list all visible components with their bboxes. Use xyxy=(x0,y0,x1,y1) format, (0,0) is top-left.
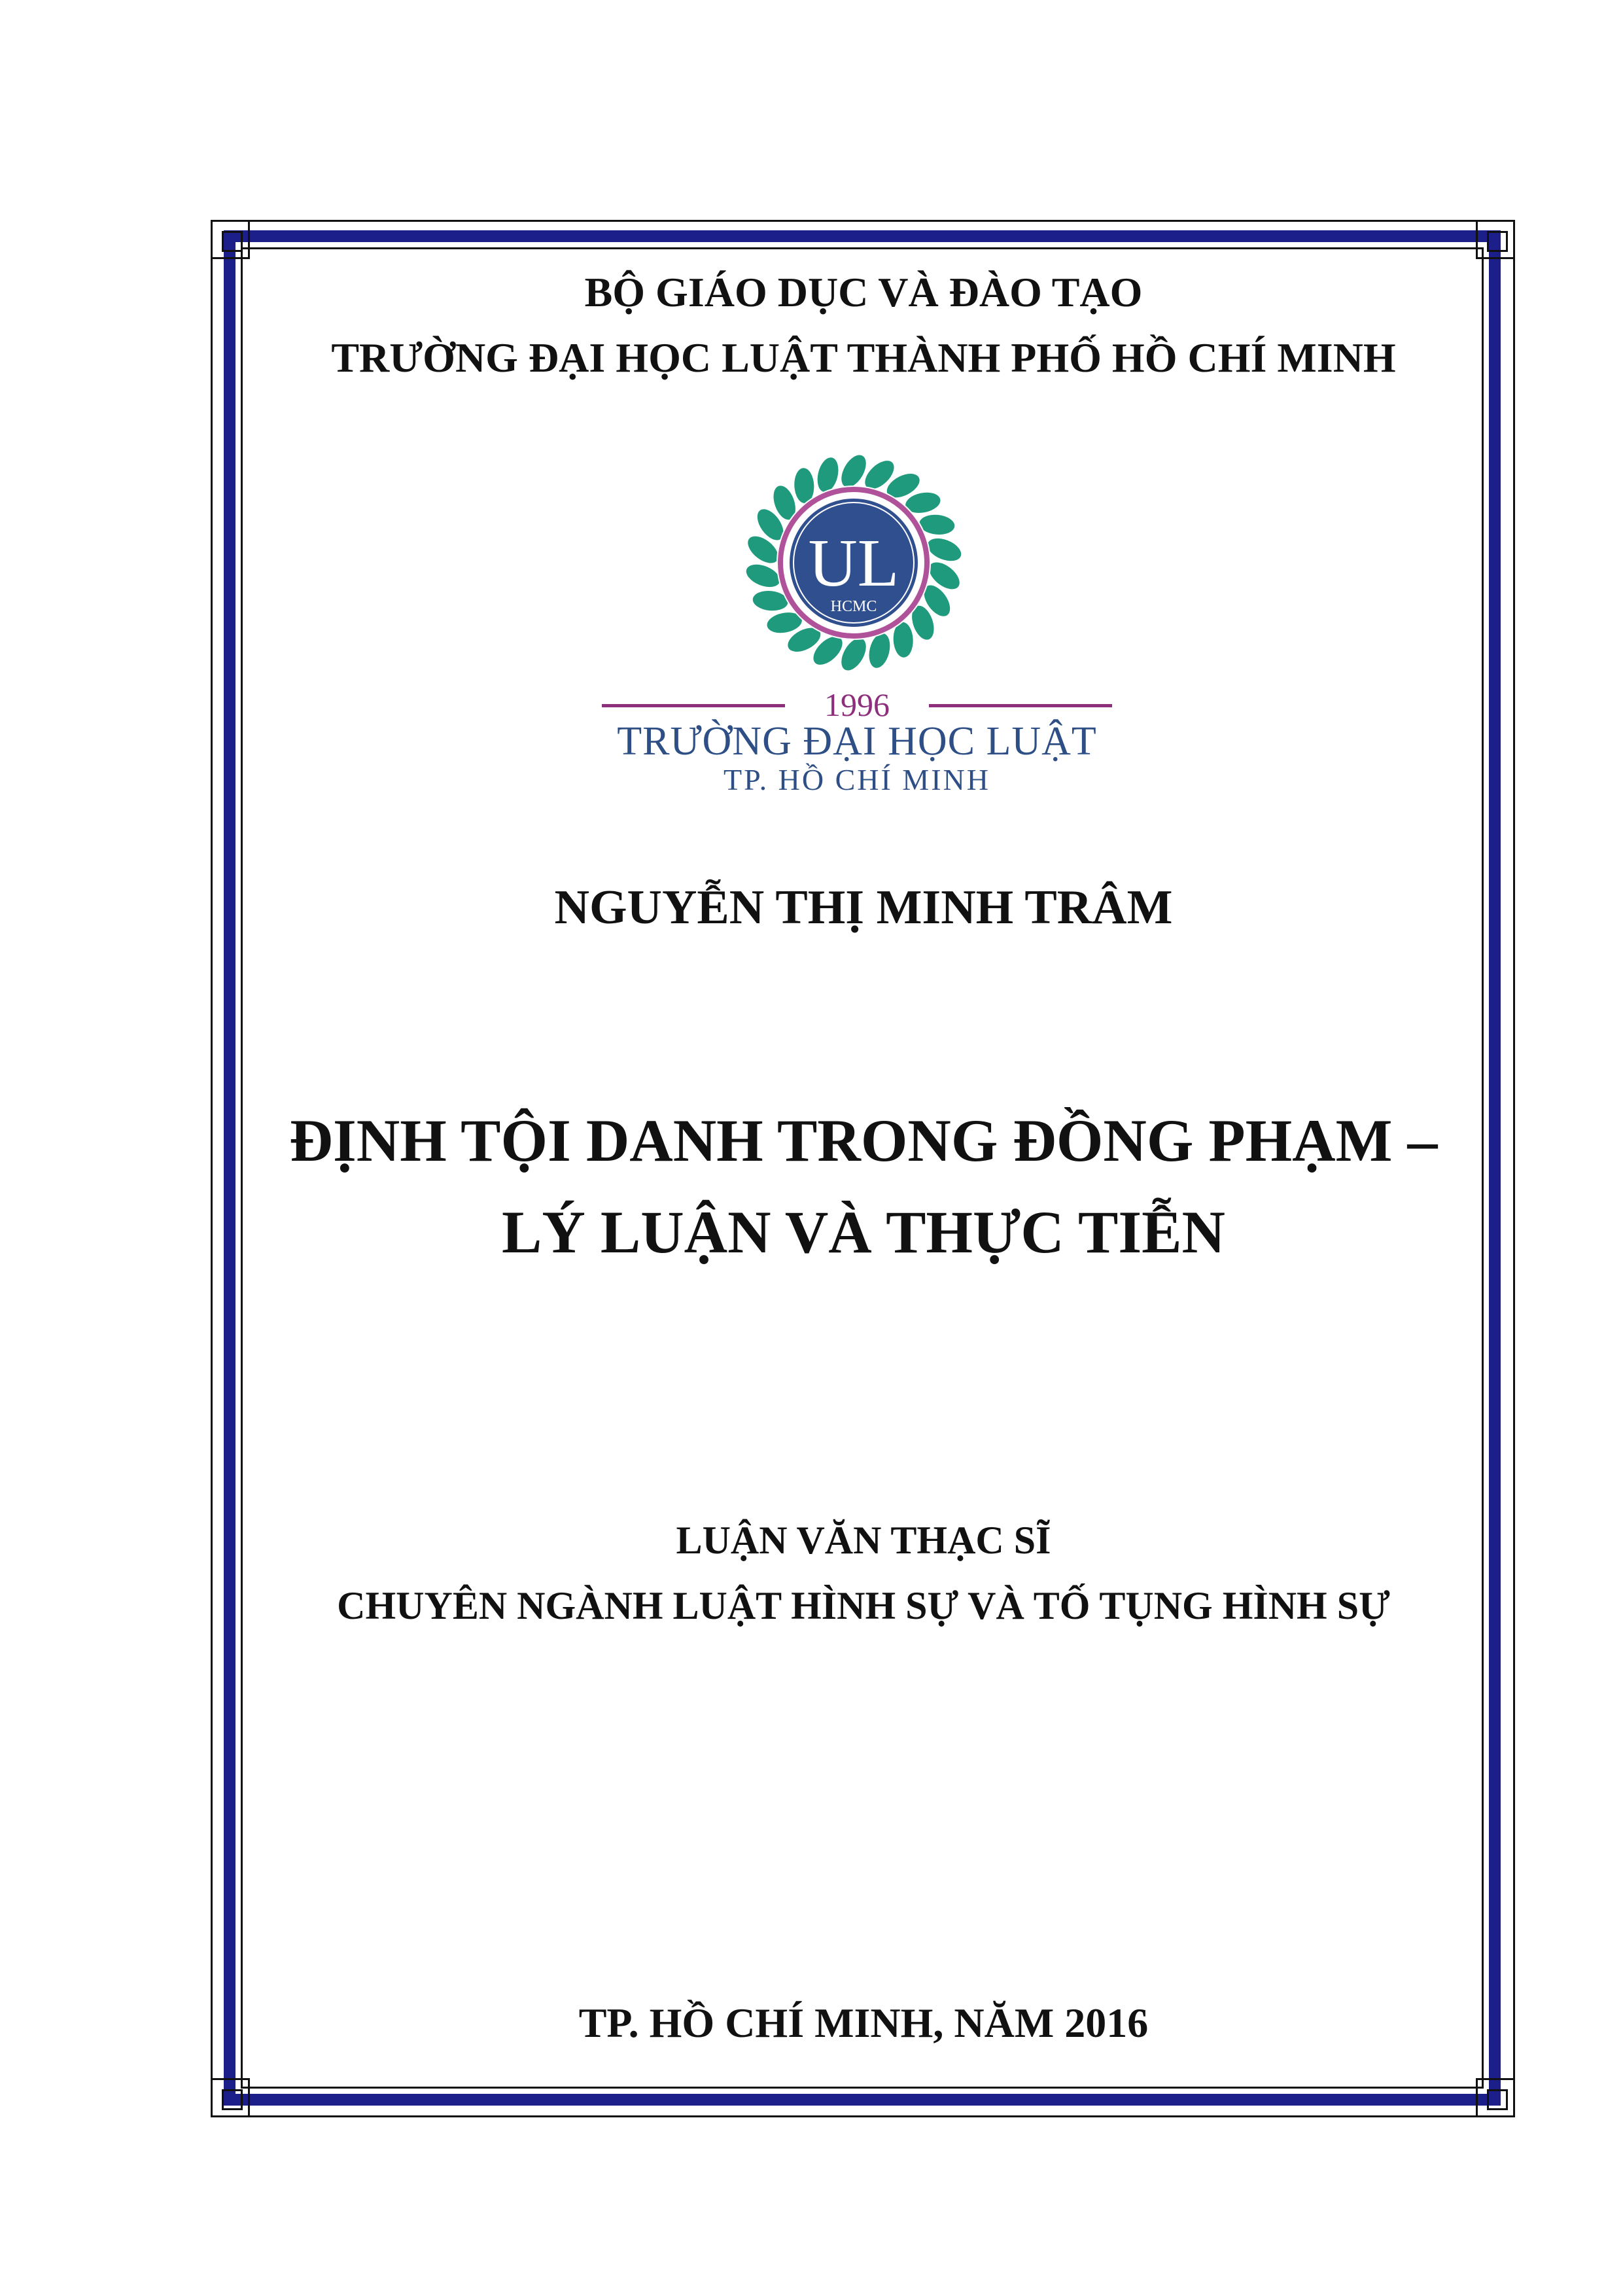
author-name: NGUYỄN THỊ MINH TRÂM xyxy=(554,881,1173,934)
logo-year: 1996 xyxy=(824,686,890,723)
logo-city-name: TP. HỒ CHÍ MINH xyxy=(724,763,990,796)
university-name: TRƯỜNG ĐẠI HỌC LUẬT THÀNH PHỐ HỒ CHÍ MINH xyxy=(331,334,1396,381)
thesis-title-line-2: LÝ LUẬN VÀ THỰC TIỄN xyxy=(502,1199,1225,1265)
frame-corner-bottom-right xyxy=(1476,2078,1515,2117)
degree-major: CHUYÊN NGÀNH LUẬT HÌNH SỰ VÀ TỐ TỤNG HÌNH SỰ xyxy=(337,1584,1390,1627)
place-and-year: TP. HỒ CHÍ MINH, NĂM 2016 xyxy=(578,2000,1149,2046)
thesis-title-line-1: ĐỊNH TỘI DANH TRONG ĐỒNG PHẠM – xyxy=(289,1107,1438,1174)
degree-type: LUẬN VĂN THẠC SĨ xyxy=(676,1519,1051,1562)
logo-divider-right xyxy=(929,704,1112,707)
logo-city-code: HCMC xyxy=(830,598,877,615)
logo-monogram: UL xyxy=(808,525,899,601)
frame-corner-top-right xyxy=(1476,220,1515,259)
logo-divider-left xyxy=(602,704,785,707)
logo-university-name: TRƯỜNG ĐẠI HỌC LUẬT xyxy=(617,719,1097,764)
ministry-name: BỘ GIÁO DỤC VÀ ĐÀO TẠO xyxy=(584,269,1143,315)
university-logo-icon xyxy=(733,451,975,674)
frame-corner-top-left xyxy=(211,220,250,259)
frame-corner-bottom-left xyxy=(211,2078,250,2117)
